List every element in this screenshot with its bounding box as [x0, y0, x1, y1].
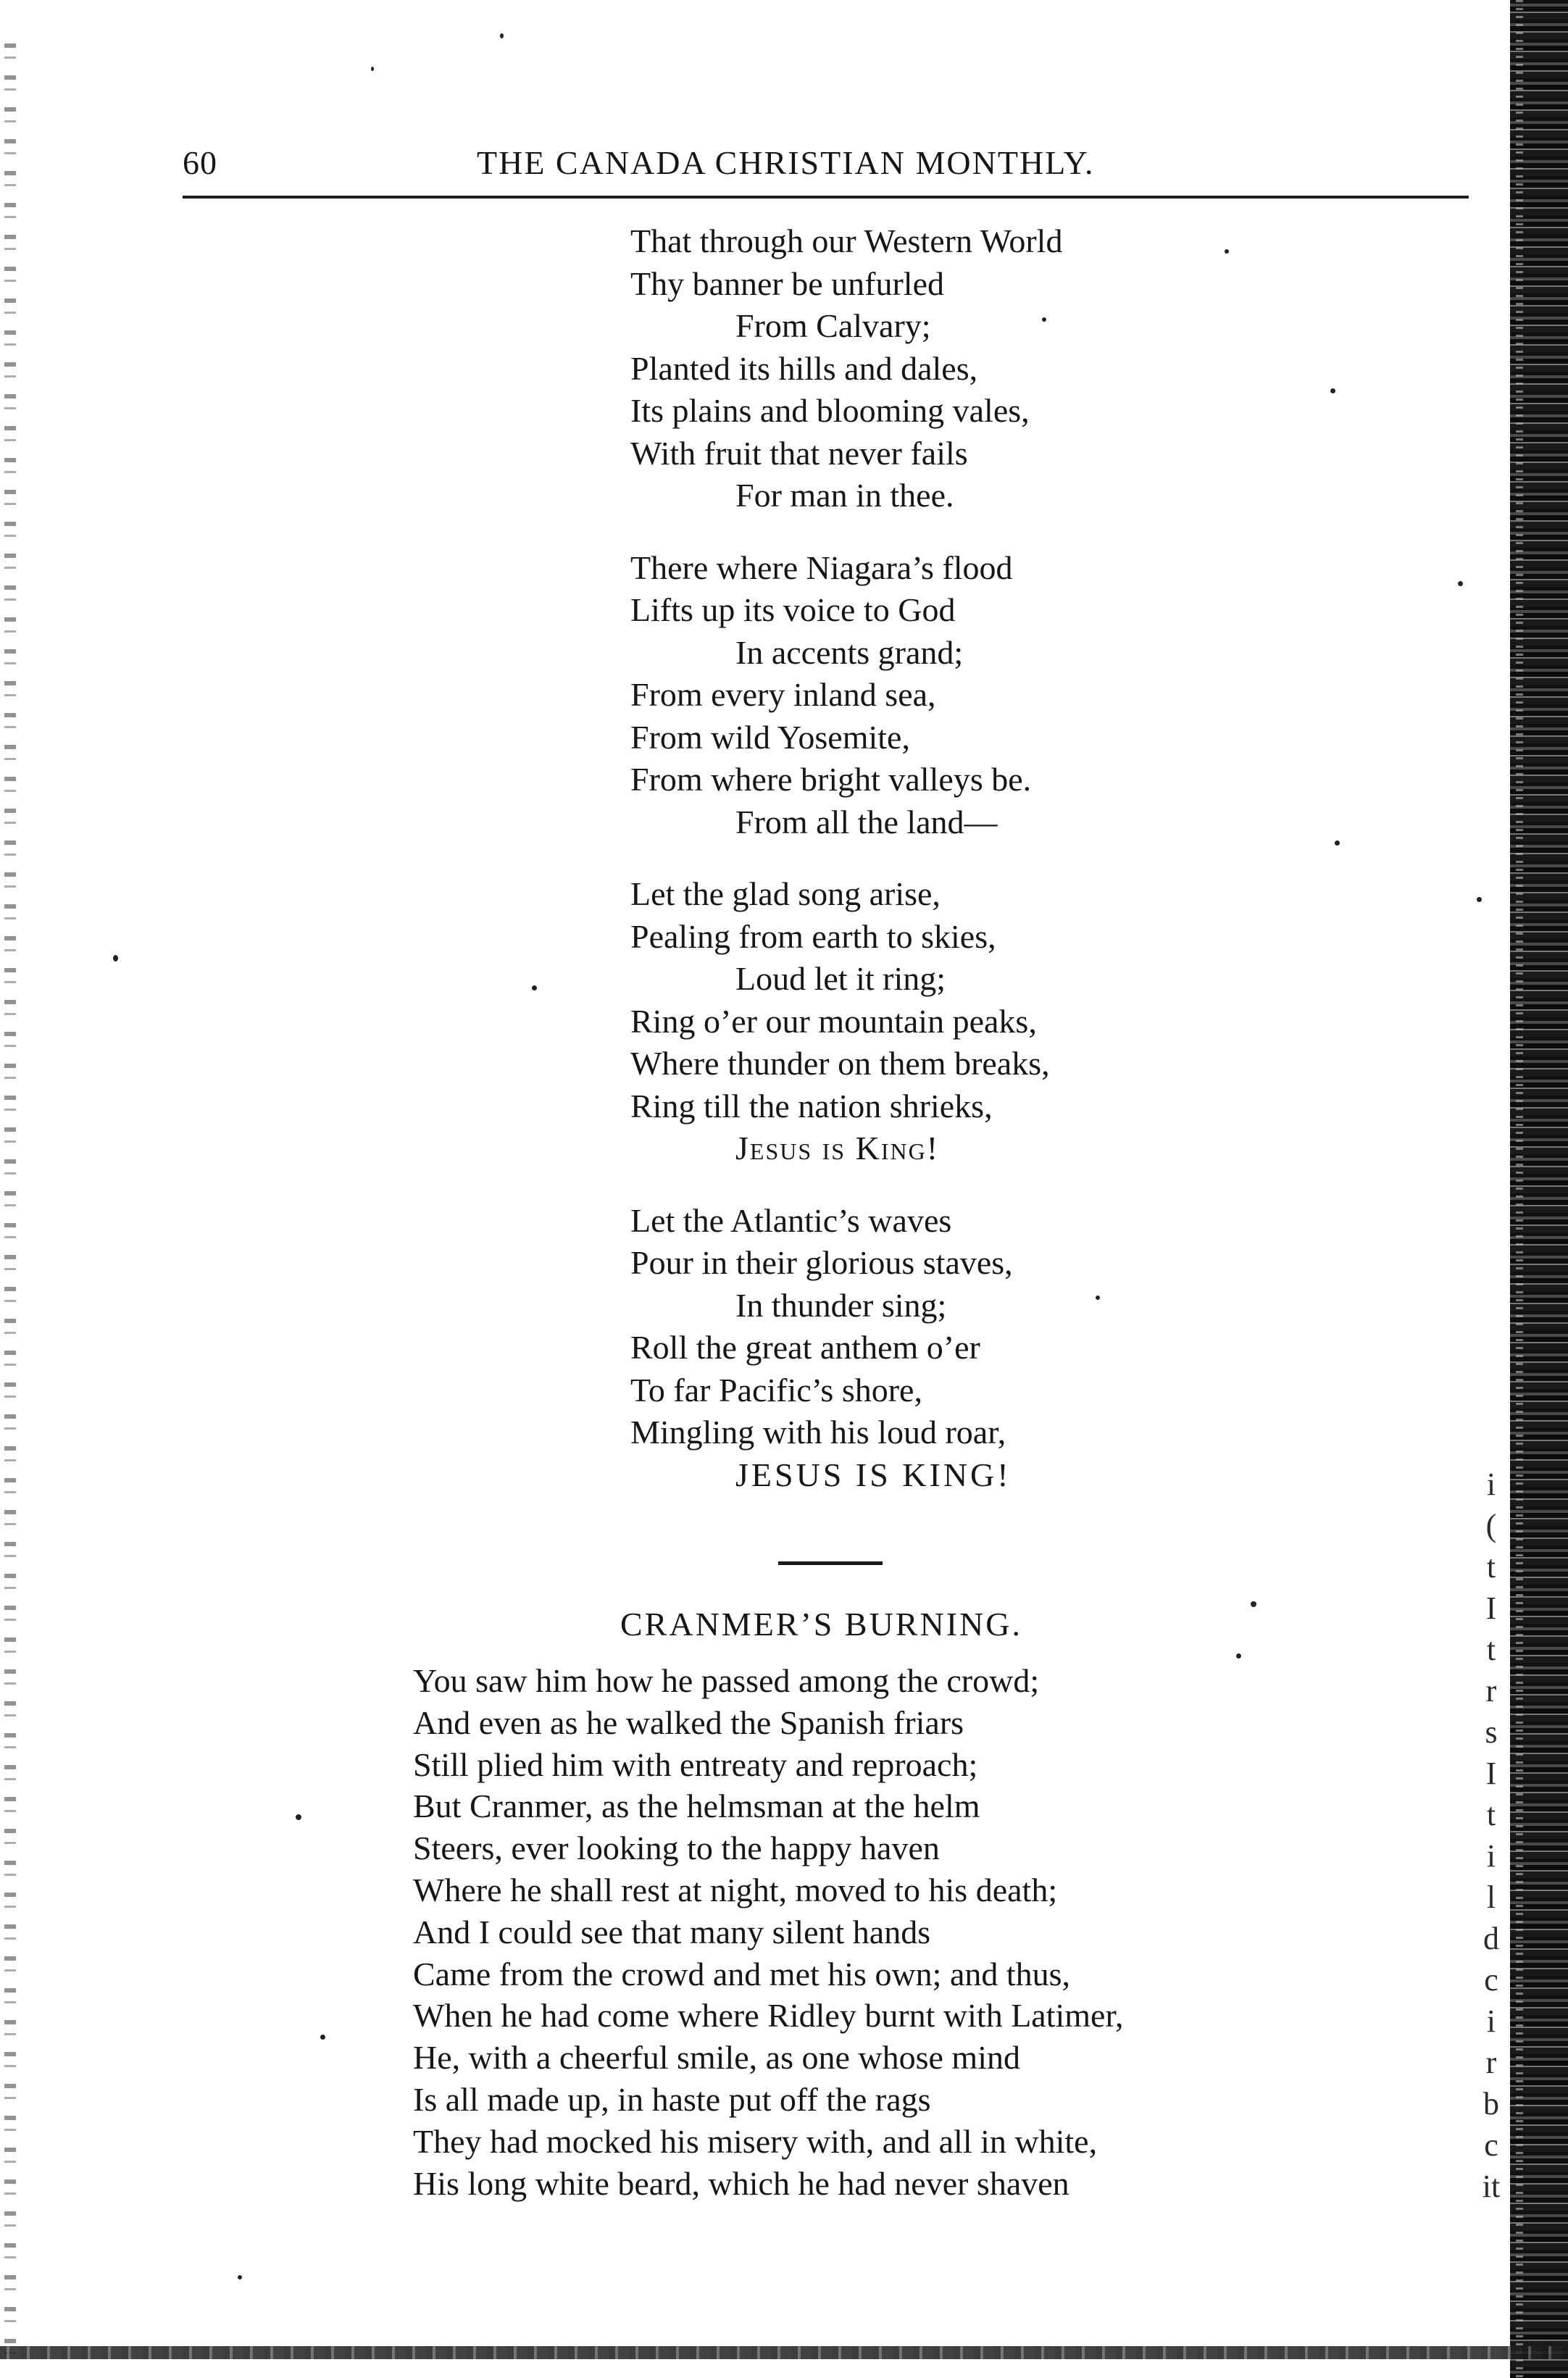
poem-line: There where Niagara’s flood: [630, 548, 1013, 586]
scan-speck: [1477, 897, 1482, 902]
scan-left-edge: [4, 43, 16, 2362]
section-title: CRANMER’S BURNING.: [620, 1606, 1022, 1643]
poem-line: Pour in their glorious staves,: [630, 1244, 1013, 1281]
poem-line: From Calvary;: [735, 307, 931, 344]
fragment-glyph: t: [1486, 1632, 1496, 1667]
scan-speck: [238, 2275, 242, 2279]
verse-line: Is all made up, in haste put off the rags: [413, 2080, 931, 2118]
scan-speck: [296, 1814, 301, 1820]
fragment-glyph: s: [1485, 1714, 1498, 1750]
adjacent-page-fragment: [1478, 1464, 1504, 2261]
poem-refrain: Jesus is King!: [735, 1130, 940, 1167]
verse-line: His long white beard, which he had never shaven: [413, 2164, 1069, 2202]
poem-line: Thy banner be unfurled: [630, 264, 945, 302]
poem-line: From where bright valleys be.: [630, 761, 1032, 798]
poem-line: For man in thee.: [735, 477, 954, 514]
fragment-glyph: r: [1485, 1673, 1497, 1709]
poem-line: Pealing from earth to skies,: [630, 917, 996, 955]
scan-speck: [1458, 581, 1463, 586]
poem-line: Its plains and blooming vales,: [630, 392, 1030, 429]
fragment-glyph: b: [1483, 2086, 1499, 2122]
verse-line: When he had come where Ridley burnt with Latimer,: [413, 1997, 1124, 2035]
fragment-glyph: i: [1486, 1467, 1496, 1502]
poem-stanza: [630, 873, 1369, 1170]
poem-line: Loud let it ring;: [735, 960, 946, 997]
poem-line: In thunder sing;: [735, 1286, 947, 1324]
fragment-glyph: t: [1486, 1549, 1496, 1585]
fragment-glyph: t: [1486, 1797, 1496, 1832]
poem-line: Lifts up its voice to God: [630, 591, 956, 628]
running-title: THE CANADA CHRISTIAN MONTHLY.: [477, 144, 1095, 181]
fragment-glyph: (: [1485, 1508, 1497, 1543]
verse-line: And even as he walked the Spanish friars: [413, 1703, 964, 1741]
poem-line: Roll the great anthem o’er: [630, 1329, 980, 1366]
scan-bottom-edge: [0, 2346, 1568, 2359]
verse-line: Where he shall rest at night, moved to his death;: [413, 1871, 1058, 1908]
scan-binding-edge: [1510, 0, 1568, 2378]
scan-speck: [113, 955, 118, 961]
scan-speck: [320, 2035, 325, 2040]
fragment-glyph: d: [1483, 1921, 1499, 1956]
verse-line: They had mocked his misery with, and all in white,: [413, 2122, 1098, 2160]
verse-line: Steers, ever looking to the happy haven: [413, 1830, 940, 1867]
poem-line: From all the land—: [735, 803, 998, 840]
poem: [630, 220, 1369, 1526]
scan-speck: [532, 985, 537, 990]
scan-speck: [500, 33, 504, 38]
scan-speck: [1251, 1601, 1256, 1607]
poem-line: Planted its hills and dales,: [630, 349, 978, 387]
section-divider: [778, 1561, 883, 1565]
verse-line: And I could see that many silent hands: [413, 1913, 931, 1951]
poem-line: In accents grand;: [735, 633, 964, 671]
fragment-glyph: i: [1486, 2003, 1496, 2039]
poem-stanza: [630, 547, 1369, 844]
fragment-glyph: i: [1486, 1838, 1496, 1874]
verse-line: He, with a cheerful smile, as one whose mind: [413, 2039, 1020, 2077]
poem-line: From every inland sea,: [630, 676, 936, 713]
verse-line: Came from the crowd and met his own; and thus,: [413, 1955, 1071, 1993]
poem-line: Ring till the nation shrieks,: [630, 1087, 993, 1125]
poem-line: From wild Yosemite,: [630, 718, 910, 756]
verse-line: Still plied him with entreaty and reproach;: [413, 1745, 978, 1783]
fragment-glyph: I: [1485, 1590, 1497, 1626]
scan-speck: [1236, 1653, 1241, 1659]
poem-line: That through our Western World: [630, 222, 1063, 259]
poem-line: Ring o’er our mountain peaks,: [630, 1002, 1037, 1040]
poem-stanza: [630, 1200, 1369, 1497]
poem-stanza: [630, 220, 1369, 517]
poem-line: Let the glad song arise,: [630, 875, 941, 912]
fragment-glyph: c: [1484, 1962, 1498, 1998]
poem-line: Where thunder on them breaks,: [630, 1045, 1050, 1082]
poem-line: To far Pacific’s shore,: [630, 1371, 922, 1409]
fragment-glyph: I: [1485, 1756, 1497, 1791]
fragment-glyph: c: [1484, 2127, 1498, 2163]
poem-refrain: JESUS IS KING!: [735, 1456, 1012, 1493]
verse-line: But Cranmer, as the helmsman at the helm: [413, 1787, 980, 1825]
scan-speck: [371, 67, 374, 71]
poem-line: Mingling with his loud roar,: [630, 1414, 1006, 1451]
fragment-glyph: l: [1486, 1880, 1496, 1915]
poem-line: With fruit that never fails: [630, 434, 968, 472]
fragment-glyph: it: [1482, 2169, 1501, 2204]
blank-verse-passage: [413, 1660, 1471, 2204]
verse-line: You saw him how he passed among the crowd;: [413, 1662, 1040, 1699]
header-rule: [183, 196, 1469, 199]
poem-line: Let the Atlantic’s waves: [630, 1201, 952, 1239]
page-number: 60: [183, 144, 217, 181]
fragment-glyph: r: [1485, 2045, 1497, 2080]
